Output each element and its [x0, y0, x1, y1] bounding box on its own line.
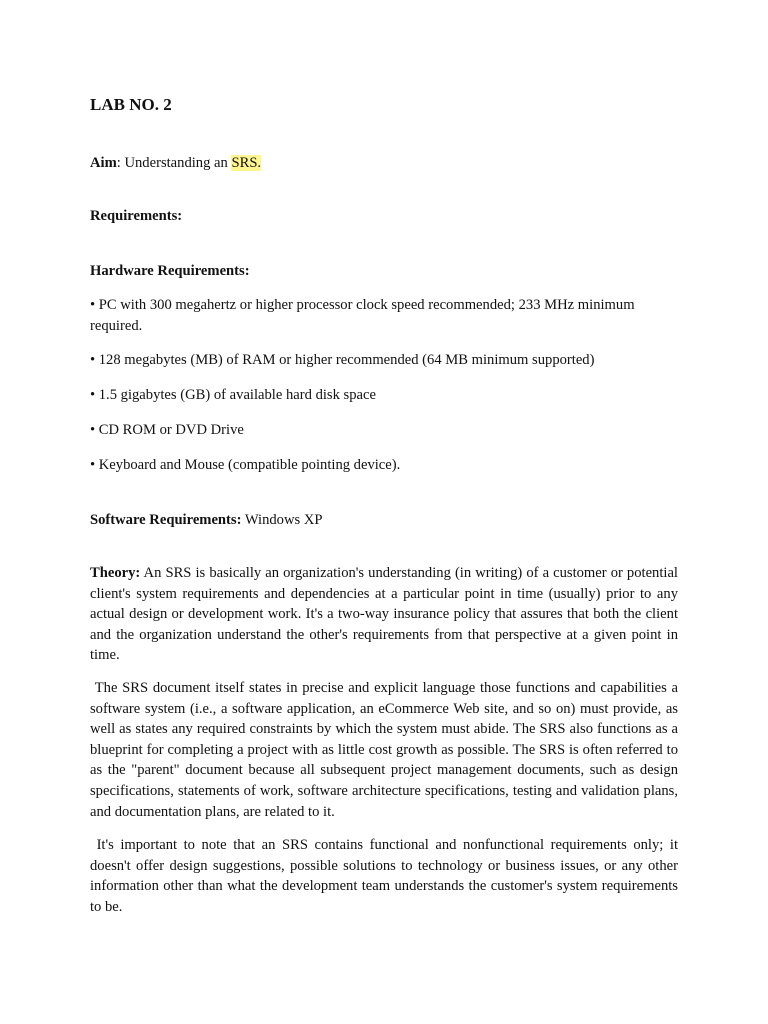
theory-paragraph [90, 563, 678, 666]
aim-highlight: SRS. [231, 155, 262, 171]
hardware-heading: Hardware Requirements: [90, 263, 250, 279]
software-value: Windows XP [241, 512, 323, 528]
hardware-item: • Keyboard and Mouse (compatible pointing device). [90, 457, 401, 473]
software-line [90, 510, 678, 531]
lab-title: LAB NO. 2 [90, 95, 172, 114]
software-label: Software Requirements: [90, 512, 242, 528]
aim-line [90, 153, 678, 174]
requirements-heading: Requirements: [90, 208, 183, 224]
hardware-item: • PC with 300 megahertz or higher processor clock speed recommended; 233 MHz minimum required. [90, 297, 635, 334]
aim-text: : Understanding an [116, 155, 232, 171]
srs-description-paragraph: The SRS document itself states in precise and explicit language those functions and capabilities a software system (i.e., a software application, an eCommerce Web site, and so on) must provide, as well as states any required constraints by which the system must abide. The SRS also functions as a blueprint for completing a project with as little cost growth as possible. The SRS is often referred to as the "parent" document because all subsequent project management documents, such as design specifications, statements of work, software architecture specifications, testing and validation plans, and documentation plans, are related to it. [90, 680, 682, 820]
hardware-item: • 128 megabytes (MB) of RAM or higher recommended (64 MB minimum supported) [90, 352, 595, 368]
hardware-item: • 1.5 gigabytes (GB) of available hard disk space [90, 387, 376, 403]
theory-text: An SRS is basically an organization's understanding (in writing) of a customer or potential client's system requirements and dependencies at a particular point in time (usually) prior to any actual design or development work. It's a two-way insurance policy that assures that both the client and the organization understand the other's requirements from that perspective at a given point in time. [90, 565, 678, 664]
srs-note-paragraph: It's important to note that an SRS contains functional and nonfunctional requirements only; it doesn't offer design suggestions, possible solutions to technology or business issues, or any other information other than what the development team understands the customer's system requirements to be. [90, 837, 682, 915]
hardware-item: • CD ROM or DVD Drive [90, 422, 244, 438]
theory-label: Theory: [90, 565, 141, 581]
aim-label: Aim [90, 155, 117, 171]
